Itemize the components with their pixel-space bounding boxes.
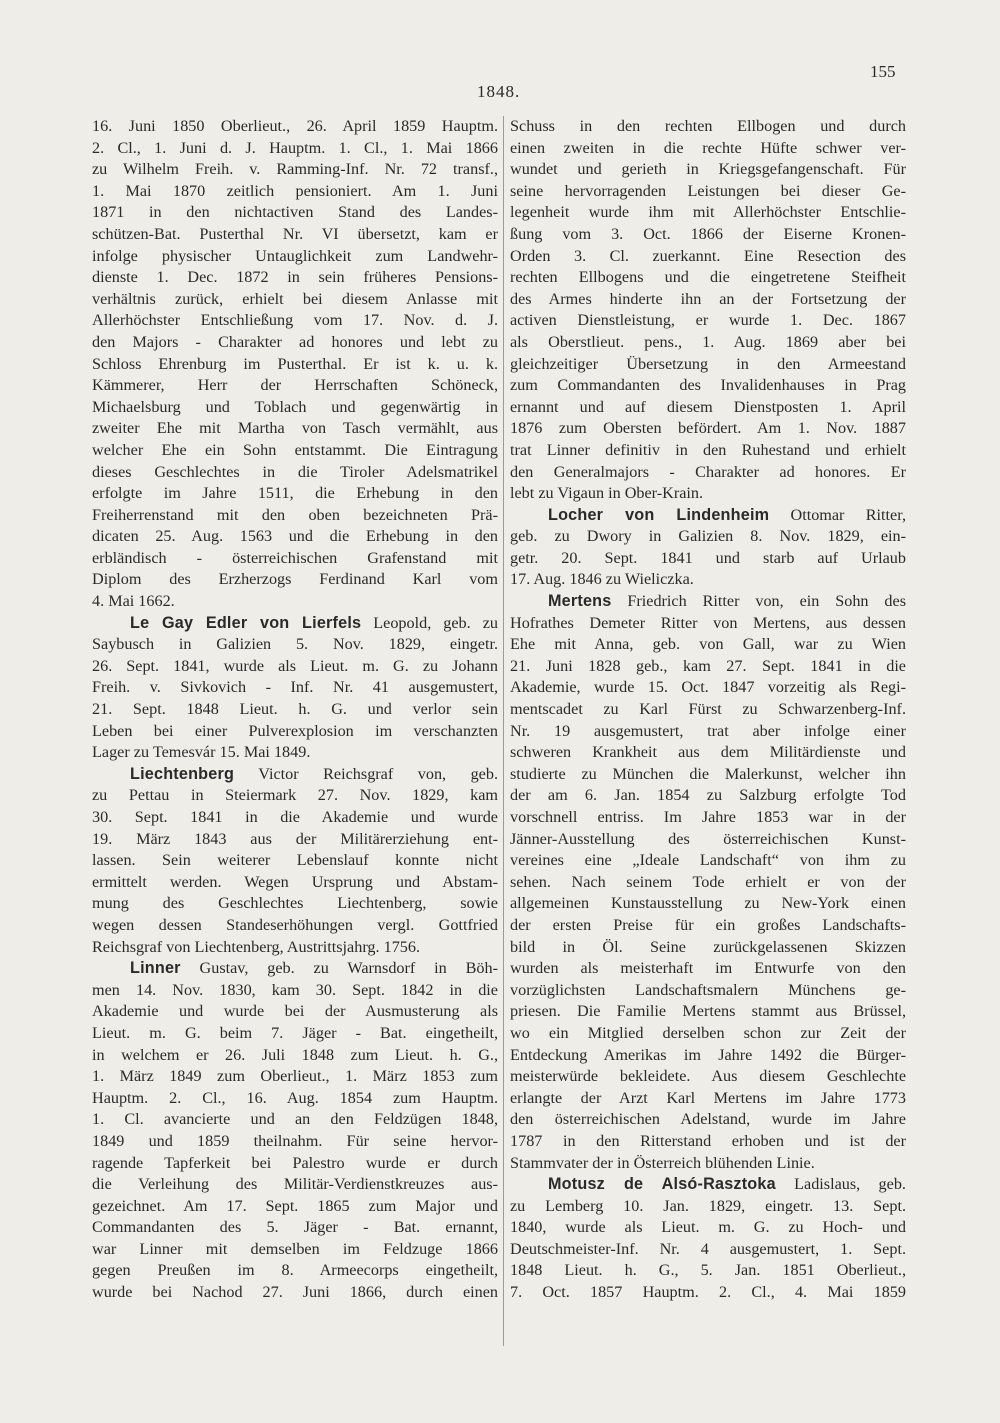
text-line [92, 1023, 498, 1045]
text-line [92, 1109, 498, 1131]
text-line [92, 1196, 498, 1218]
text-line [92, 634, 498, 656]
line-text: des Armes hinderte ihn an der Fortsetzung der [510, 289, 906, 308]
text-line [510, 634, 906, 656]
line-text: Schuss in den rechten Ellbogen und durch [510, 117, 906, 135]
line-text: Ladislaus, geb. [775, 1175, 906, 1194]
line-text: Entdeckung Amerikas im Jahre 1492 die Bürger- [510, 1045, 906, 1064]
line-text: Friedrich Ritter von, ein Sohn des [611, 592, 906, 611]
line-text: mung des Geschlechtes Liechtenberg, sowie [92, 894, 498, 913]
line-text: 1787 in den Ritterstand erhoben und ist der [510, 1131, 906, 1150]
line-text: 26. Sept. 1841, wurde als Lieut. m. G. zu Johann [92, 656, 498, 675]
entry-name: Motusz de Alsó-Rasztoka [548, 1175, 776, 1194]
text-line [510, 742, 906, 764]
line-text: Akademie, wurde 15. Oct. 1847 vorzeitig als Regi- [510, 678, 906, 697]
entry-name: Mertens [548, 592, 612, 611]
text-line [92, 397, 498, 419]
text-line [510, 202, 906, 224]
text-line [510, 807, 906, 829]
text-line [92, 656, 498, 678]
text-line [92, 181, 498, 203]
text-line [92, 569, 498, 591]
text-line [92, 591, 498, 613]
text-line [92, 1131, 498, 1153]
line-text: 7. Oct. 1857 Hauptm. 2. Cl., 4. Mai 1859 [510, 1283, 906, 1302]
text-line [92, 893, 498, 915]
line-text: ernannt und auf diesem Dienstposten 1. April [510, 397, 906, 416]
line-text: Nr. 19 ausgemustert, trat aber infolge einer [510, 721, 906, 740]
line-text: in welchem er 26. Juli 1848 zum Lieut. h. G., [92, 1045, 498, 1064]
line-text: Stammvater der in Österreich blühenden Linie. [510, 1153, 815, 1172]
line-text: Schloss Ehrenburg im Pusterthal. Er ist k. u. k. [92, 354, 498, 373]
entry-first-line [92, 764, 498, 786]
text-line [510, 872, 906, 894]
right-text-column [510, 116, 906, 1304]
text-line [92, 829, 498, 851]
text-line [510, 310, 906, 332]
line-text: Ottomar Ritter, [769, 505, 906, 524]
line-text: 21. Sept. 1848 Lieut. h. G. und verlor sein [92, 700, 498, 719]
text-line [92, 980, 498, 1002]
line-text: als Oberstlieut. pens., 1. Aug. 1869 aber bei [510, 332, 906, 351]
entry-first-line [92, 958, 498, 980]
line-text: Freiherrenstand mit den oben bezeichneten Prä- [92, 505, 498, 524]
text-line [510, 937, 906, 959]
line-text: den österreichischen Adelstand, wurde im Jahre [510, 1110, 906, 1129]
line-text: Leopold, geb. zu [361, 613, 498, 632]
text-line [92, 526, 498, 548]
line-text: Commandanten des 5. Jäger - Bat. ernannt, [92, 1218, 498, 1237]
line-text: studierte zu München die Malerkunst, welcher ihn [510, 764, 906, 783]
line-text: gezeichnet. Am 17. Sept. 1865 zum Major und [92, 1196, 498, 1215]
text-line [510, 526, 906, 548]
text-line [92, 1239, 498, 1261]
line-text: erfolgte im Jahre 1511, die Erhebung in den [92, 484, 498, 503]
text-line [510, 958, 906, 980]
line-text: Deutschmeister-Inf. Nr. 4 ausgemustert, 1. Sept. [510, 1239, 906, 1258]
text-line [510, 418, 906, 440]
text-line [92, 677, 498, 699]
text-line [510, 829, 906, 851]
text-line [510, 764, 906, 786]
text-line [92, 332, 498, 354]
text-line [92, 116, 498, 138]
text-line [92, 1282, 498, 1304]
text-line [510, 483, 906, 505]
text-line [92, 872, 498, 894]
text-line [510, 289, 906, 311]
text-line [92, 505, 498, 527]
line-text: welcher Ehe ein Sohn entstammt. Die Eintragung [92, 440, 498, 459]
line-text: schützen-Bat. Pusterthal Nr. VI übersetzt, kam er [92, 224, 498, 243]
line-text: Victor Reichsgraf von, geb. [234, 764, 498, 783]
line-text: 1. Cl. avancierte und an den Feldzügen 1848, [92, 1110, 498, 1129]
line-text: Michaelsburg und Toblach und gegenwärtig in [92, 397, 498, 416]
line-text: 21. Juni 1828 geb., kam 27. Sept. 1841 in die [510, 656, 906, 675]
entry-name: Locher von Lindenheim [548, 505, 770, 524]
text-line [510, 1217, 906, 1239]
text-line [92, 483, 498, 505]
text-line [510, 462, 906, 484]
line-text: gleichzeitiger Übersetzung in den Armeestand [510, 354, 906, 373]
line-text: legenheit wurde ihm mit Allerhöchster Entschlie- [510, 203, 906, 222]
line-text: 1. März 1849 zum Oberlieut., 1. März 1853 zum [92, 1067, 498, 1086]
text-line [510, 893, 906, 915]
text-line [92, 548, 498, 570]
line-text: vereines eine „Ideale Landschaft“ von ihm zu [510, 851, 906, 870]
line-text: war Linner mit demselben im Feldzuge 1866 [92, 1239, 498, 1258]
line-text: Gustav, geb. zu Warnsdorf in Böh- [180, 959, 498, 978]
text-line [92, 699, 498, 721]
text-line [510, 1045, 906, 1067]
text-line [510, 1109, 906, 1131]
line-text: getr. 20. Sept. 1841 und starb auf Urlaub [510, 548, 906, 567]
line-text: Hofrathes Demeter Ritter von Mertens, aus dessen [510, 613, 906, 632]
text-line [92, 462, 498, 484]
text-line [510, 116, 906, 138]
text-line [510, 1153, 906, 1175]
text-line [510, 1001, 906, 1023]
text-line [510, 980, 906, 1002]
text-line [92, 937, 498, 959]
line-text: 1. Mai 1870 zeitlich pensioniert. Am 1. Juni [92, 181, 498, 200]
text-line [92, 1045, 498, 1067]
line-text: erlangte der Arzt Karl Mertens im Jahre 1773 [510, 1088, 906, 1107]
text-line [510, 159, 906, 181]
line-text: activen Dienstleistung, er wurde 1. Dec. 1867 [510, 311, 906, 330]
line-text: Lieut. m. G. beim 7. Jäger - Bat. eingetheilt, [92, 1023, 498, 1042]
line-text: zum Commandanten des Invalidenhauses in Prag [510, 376, 906, 395]
line-text: infolge physischer Untauglichkeit zum Landwehr- [92, 246, 498, 265]
text-line [92, 1153, 498, 1175]
text-line [92, 354, 498, 376]
line-text: Orden 3. Cl. zuerkannt. Eine Resection des [510, 246, 906, 265]
line-text: priesen. Die Familie Mertens stammt aus Brüssel, [510, 1002, 906, 1021]
line-text: den Majors - Charakter ad honores und lebt zu [92, 332, 498, 351]
text-line [92, 1174, 498, 1196]
text-line [510, 1023, 906, 1045]
line-text: zu Pettau in Steiermark 27. Nov. 1829, kam [92, 786, 498, 805]
entry-first-line [510, 591, 906, 613]
text-line [92, 1088, 498, 1110]
text-line [92, 289, 498, 311]
line-text: Diplom des Erzherzogs Ferdinand Karl vom [92, 570, 498, 589]
text-line [510, 354, 906, 376]
entry-name: Liechtenberg [130, 764, 235, 783]
text-line [92, 310, 498, 332]
line-text: mentscadet zu Karl Fürst zu Schwarzenberg-Inf. [510, 700, 906, 719]
line-text: die Verleihung des Militär-Verdienstkreuzes aus- [92, 1175, 498, 1194]
text-line [92, 915, 498, 937]
line-text: men 14. Nov. 1830, kam 30. Sept. 1842 in die [92, 980, 498, 999]
line-text: 1840, wurde als Lieut. m. G. zu Hoch- und [510, 1218, 906, 1237]
column-divider [503, 116, 504, 1346]
line-text: gegen Preußen im 8. Armeecorps eingetheilt, [92, 1261, 498, 1280]
line-text: bild in Öl. Seine zurückgelassenen Skizzen [510, 937, 906, 956]
text-line [92, 1260, 498, 1282]
line-text: 4. Mai 1662. [92, 592, 175, 611]
line-text: Lager zu Temesvár 15. Mai 1849. [92, 743, 311, 762]
line-text: sehen. Nach seinem Tode erhielt er von der [510, 872, 906, 891]
text-line [510, 1260, 906, 1282]
text-line [510, 1282, 906, 1304]
line-text: meisterwürde bekleidete. Aus diesem Geschlechte [510, 1067, 906, 1086]
text-line [510, 1088, 906, 1110]
line-text: schweren Krankheit aus dem Militärdienste und [510, 743, 906, 762]
text-line [510, 850, 906, 872]
line-text: 1871 in den nichtactiven Stand des Landes- [92, 203, 498, 222]
line-text: Saybusch in Galizien 5. Nov. 1829, eingetr. [92, 635, 498, 654]
line-text: lassen. Sein weiterer Lebenslauf konnte nicht [92, 851, 498, 870]
text-line [92, 850, 498, 872]
text-line [510, 1239, 906, 1261]
text-line [510, 569, 906, 591]
text-line [92, 807, 498, 829]
entry-first-line [92, 613, 498, 635]
line-text: 16. Juni 1850 Oberlieut., 26. April 1859 Hauptm. [92, 117, 498, 135]
line-text: 17. Aug. 1846 zu Wieliczka. [510, 570, 694, 589]
text-line [510, 721, 906, 743]
text-line [92, 246, 498, 268]
text-line [510, 677, 906, 699]
text-line [510, 613, 906, 635]
text-line [510, 915, 906, 937]
text-line [92, 202, 498, 224]
text-line [92, 785, 498, 807]
text-line [510, 1196, 906, 1218]
line-text: seine hervorragenden Leistungen bei dieser Ge- [510, 181, 906, 200]
text-line [510, 138, 906, 160]
text-line [92, 721, 498, 743]
running-header-year: 1848. [477, 82, 521, 101]
line-text: zu Lemberg 10. Jan. 1829, eingetr. 13. Sept. [510, 1196, 906, 1215]
line-text: ermittelt werden. Wegen Ursprung und Abstam- [92, 872, 498, 891]
entry-first-line [510, 505, 906, 527]
line-text: zu Wilhelm Freih. v. Ramming-Inf. Nr. 72 transf., [92, 160, 498, 179]
text-line [510, 1066, 906, 1088]
line-text: Allerhöchster Entschließung vom 17. Nov. d. J. [92, 311, 498, 330]
line-text: wurde bei Nachod 27. Juni 1866, durch einen [92, 1283, 498, 1302]
line-text: dicaten 25. Aug. 1563 und die Erhebung in den [92, 527, 498, 546]
line-text: ßung vom 3. Oct. 1866 der Eiserne Kronen- [510, 224, 906, 243]
text-line [92, 375, 498, 397]
line-text: Reichsgraf von Liechtenberg, Austrittsjahrg. 1756. [92, 937, 421, 956]
text-line [92, 418, 498, 440]
line-text: der ersten Preise für ein großes Landschafts- [510, 915, 906, 934]
text-line [510, 246, 906, 268]
line-text: 1876 zum Obersten befördert. Am 1. Nov. 1887 [510, 419, 906, 438]
text-line [510, 785, 906, 807]
line-text: allgemeinen Kunstausstellung zu New-York einen [510, 894, 906, 913]
line-text: Ehe mit Anna, geb. von Gall, war zu Wien [510, 635, 906, 654]
line-text: 19. März 1843 aus der Militärerziehung ent- [92, 829, 498, 848]
text-line [92, 1066, 498, 1088]
line-text: lebt zu Vigaun in Ober-Krain. [510, 484, 704, 503]
entry-name: Linner [130, 959, 181, 978]
text-line [92, 224, 498, 246]
line-text: Jänner-Ausstellung des österreichischen Kunst- [510, 829, 906, 848]
line-text: vorschnell entriss. Im Jahre 1853 war in der [510, 808, 906, 826]
text-line [92, 742, 498, 764]
text-line [92, 138, 498, 160]
line-text: wurden als meisterhaft im Entwurfe von den [510, 959, 906, 978]
line-text: 2. Cl., 1. Juni d. J. Hauptm. 1. Cl., 1. Mai 1866 [92, 138, 498, 157]
line-text: ragende Tapferkeit bei Palestro wurde er durch [92, 1153, 498, 1172]
line-text: wegen dessen Standeserhöhungen vergl. Gottfried [92, 915, 498, 934]
line-text: Freih. v. Sivkovich - Inf. Nr. 41 ausgemustert, [92, 678, 498, 697]
line-text: verhältnis zurück, erhielt bei diesem Anlasse mit [92, 289, 498, 308]
text-line [92, 440, 498, 462]
line-text: einen zweiten in die rechte Hüfte schwer ver- [510, 138, 906, 157]
line-text: Akademie und wurde bei der Ausmusterung als [92, 1002, 498, 1021]
left-text-column [92, 116, 498, 1304]
line-text: 1849 und 1859 theilnahm. Für seine hervor- [92, 1131, 498, 1150]
page-number: 155 [870, 62, 896, 81]
line-text: dieses Geschlechtes in die Tiroler Adelsmatrikel [92, 462, 498, 481]
line-text: der am 6. Jan. 1854 zu Salzburg erfolgte Tod [510, 786, 906, 805]
line-text: vorzüglichsten Landschaftsmalern Münchens ge- [510, 980, 906, 999]
text-line [92, 1001, 498, 1023]
text-line [510, 440, 906, 462]
text-line [92, 1217, 498, 1239]
text-line [510, 332, 906, 354]
line-text: Kämmerer, Herr der Herrschaften Schöneck, [92, 376, 498, 395]
line-text: 30. Sept. 1841 in die Akademie und wurde [92, 808, 498, 826]
line-text: trat Linner definitiv in den Ruhestand und erhielt [510, 440, 906, 459]
line-text: den Generalmajors - Charakter ad honores. Er [510, 462, 906, 481]
line-text: 1848 Lieut. h. G., 5. Jan. 1851 Oberlieut., [510, 1261, 906, 1280]
line-text: zweiter Ehe mit Martha von Tasch vermählt, aus [92, 419, 498, 438]
text-line [510, 267, 906, 289]
entry-first-line [510, 1174, 906, 1196]
text-line [510, 181, 906, 203]
line-text: wo ein Mitglied derselben schon zur Zeit der [510, 1023, 906, 1042]
text-line [510, 397, 906, 419]
text-line [510, 224, 906, 246]
line-text: wundet und gerieth in Kriegsgefangenschaft. Für [510, 160, 906, 179]
text-line [510, 375, 906, 397]
line-text: dienste 1. Dec. 1872 in sein früheres Pensions- [92, 268, 498, 287]
text-line [510, 699, 906, 721]
line-text: rechten Ellbogens und die eingetretene Steifheit [510, 268, 906, 287]
text-line [92, 267, 498, 289]
line-text: Hauptm. 2. Cl., 16. Aug. 1854 zum Hauptm. [92, 1088, 498, 1107]
text-line [510, 656, 906, 678]
text-line [510, 548, 906, 570]
line-text: Leben bei einer Pulverexplosion im verschanzten [92, 721, 498, 740]
text-line [92, 159, 498, 181]
line-text: geb. zu Dwory in Galizien 8. Nov. 1829, ein- [510, 527, 906, 546]
line-text: erbländisch - österreichischen Grafenstand mit [92, 548, 498, 567]
entry-name: Le Gay Edler von Lierfels [130, 613, 362, 632]
text-line [510, 1131, 906, 1153]
